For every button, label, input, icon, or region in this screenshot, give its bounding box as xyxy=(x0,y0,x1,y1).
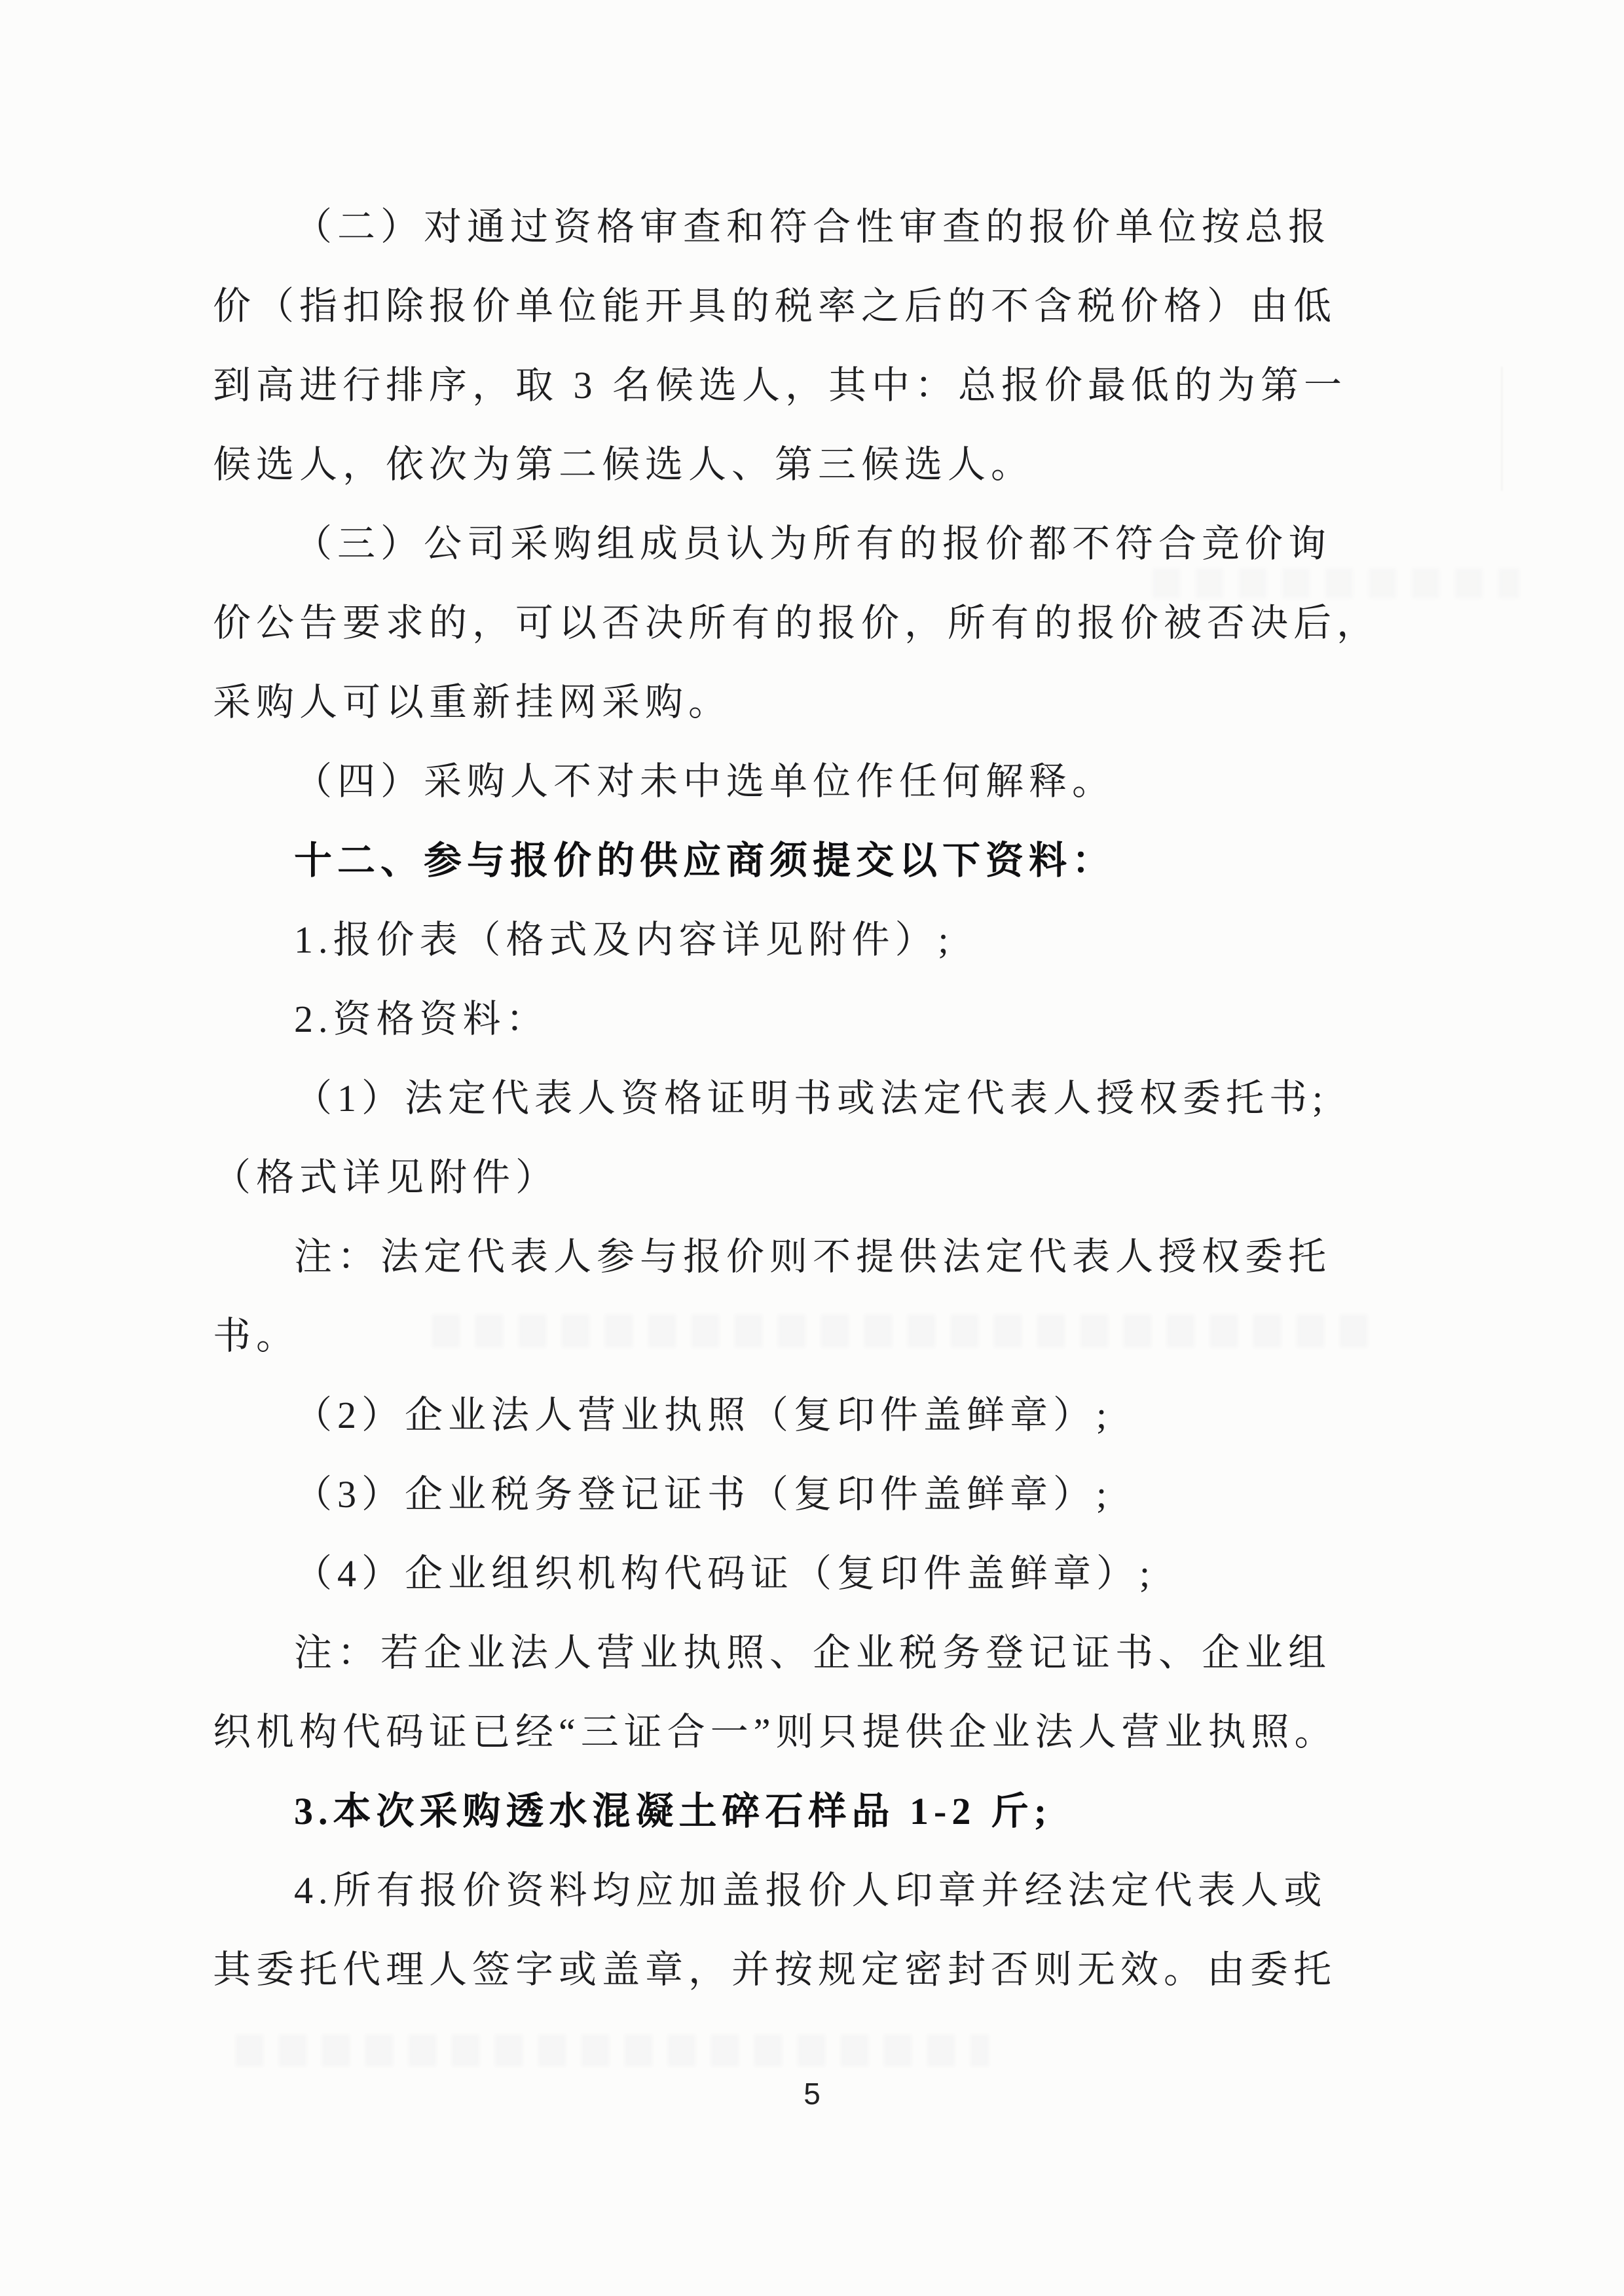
text-line: 3.本次采购透水混凝土碎石样品 1-2 斤; xyxy=(294,1790,1052,1832)
text-line: 价（指扣除报价单位能开具的税率之后的不含税价格）由低 xyxy=(213,285,1337,327)
text-line: （2）企业法人营业执照（复印件盖鲜章）; xyxy=(294,1394,1113,1436)
text-line: （3）企业税务登记证书（复印件盖鲜章）; xyxy=(294,1473,1113,1516)
document-body xyxy=(213,187,1380,2009)
text-line: 价公告要求的，可以否决所有的报价，所有的报价被否决后， xyxy=(213,602,1380,644)
text-line: （三）公司采购组成员认为所有的报价都不符合竞价询 xyxy=(294,522,1332,565)
text-line: （二）对通过资格审查和符合性审查的报价单位按总报 xyxy=(294,206,1332,248)
text-line: 注：法定代表人参与报价则不提供法定代表人授权委托 xyxy=(294,1235,1332,1278)
text-line: （四）采购人不对未中选单位作任何解释。 xyxy=(294,760,1116,803)
text-line: 其委托代理人签字或盖章，并按规定密封否则无效。由委托 xyxy=(213,1948,1337,1991)
text-line: 到高进行排序，取 3 名候选人，其中：总报价最低的为第一 xyxy=(213,364,1348,407)
text-line: 2.资格资料： xyxy=(294,998,549,1040)
text-line: 4.所有报价资料均应加盖报价人印章并经法定代表人或 xyxy=(294,1869,1327,1912)
bleedthrough-smudge xyxy=(236,2035,989,2066)
text-line: （1）法定代表人资格证明书或法定代表人授权委托书; xyxy=(294,1077,1329,1120)
page-number: 5 xyxy=(803,2077,821,2111)
text-line: 书。 xyxy=(213,1315,300,1357)
text-line: 1.报价表（格式及内容详见附件）; xyxy=(294,919,954,961)
text-line: 十二、参与报价的供应商须提交以下资料： xyxy=(294,839,1116,882)
text-line: 注：若企业法人营业执照、企业税务登记证书、企业组 xyxy=(294,1631,1332,1674)
text-line: （4）企业组织机构代码证（复印件盖鲜章）; xyxy=(294,1552,1156,1595)
text-line: 采购人可以重新挂网采购。 xyxy=(213,681,732,723)
text-line: （格式详见附件） xyxy=(213,1156,559,1199)
text-line: 候选人，依次为第二候选人、第三候选人。 xyxy=(213,443,1035,486)
scan-edge-artifact xyxy=(1501,367,1503,491)
text-line: 织机构代码证已经“三证合一”则只提供企业法人营业执照。 xyxy=(213,1711,1338,1753)
